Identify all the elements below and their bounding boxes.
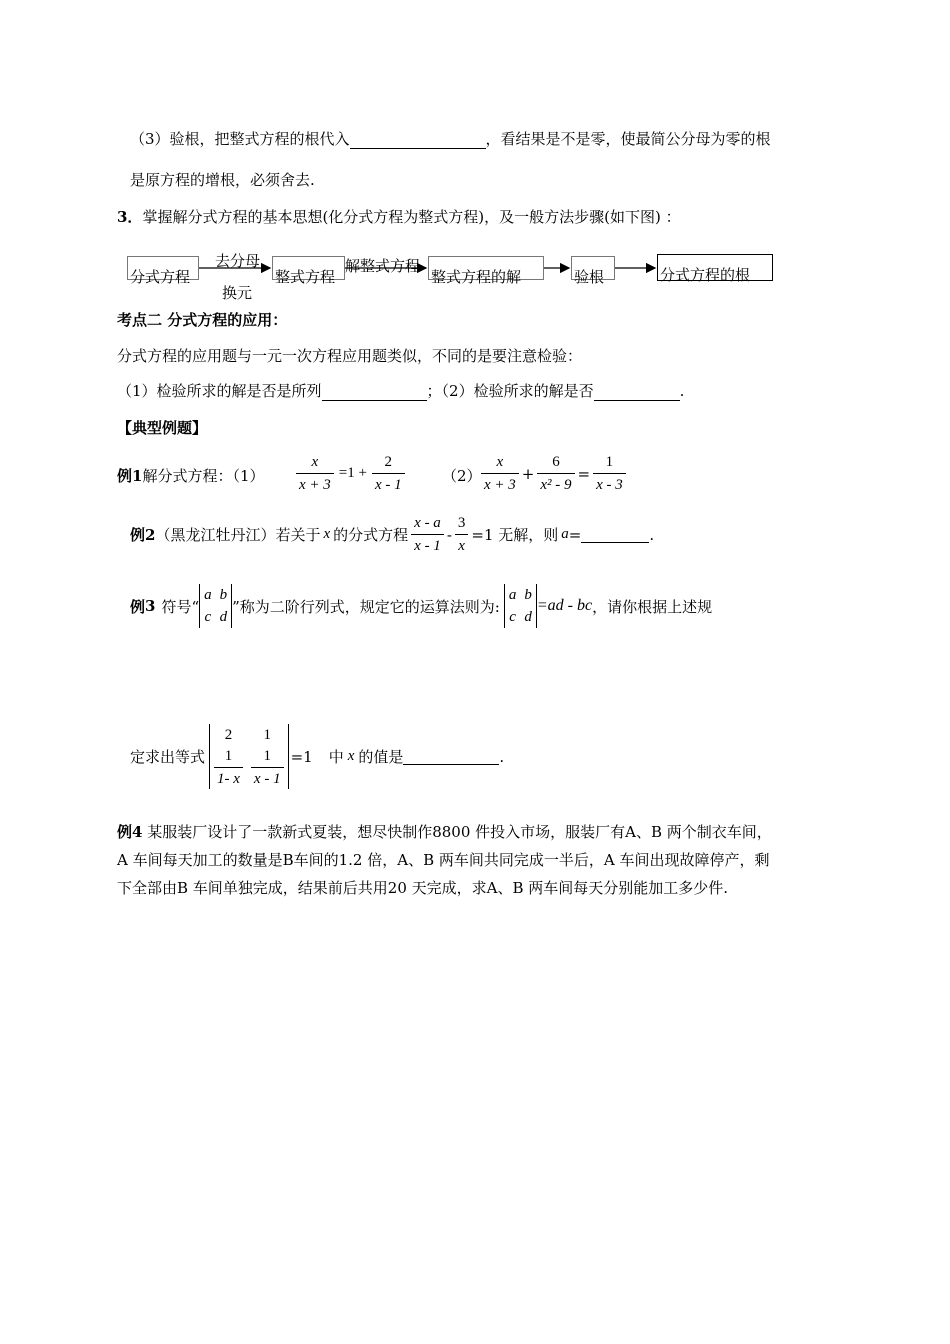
example-4-line3: 下全部由B 车间单独完成，结果前后共用20 天完成，求A、B 两车间每天分别能加工多少件. [117, 879, 729, 897]
fraction: $\frac{x - a}{x - 1}$ [411, 513, 444, 556]
determinant-equation: 2 1 $\frac{1}{1- x}$ $\frac{1}{x - 1}$ [209, 724, 289, 789]
example-2-blank[interactable] [581, 526, 649, 543]
determinant-rule: a b c d [504, 584, 537, 628]
fraction: $\frac{x}{x + 3}$ [296, 452, 334, 495]
check2-text: ；（2）检验所求的解是否 [426, 382, 594, 400]
step3-line2: 是原方程的增根，必须舍去. [130, 171, 315, 189]
example-4-line1: 例4 某服装厂设计了一款新式夏装，想尽快制作8800 件投入市场，服装厂有A、B 两个制衣车间， [117, 823, 772, 841]
flow-box-integral-equation: 整式方程 [272, 256, 345, 280]
flow-label-substitution: 换元 [222, 284, 253, 302]
fraction: $\frac{2}{x - 1}$ [372, 452, 405, 495]
fraction: $\frac{1}{x - 3}$ [593, 452, 626, 495]
flow-box-verify-root: 验根 [571, 256, 615, 280]
example-2: 例 2 （黑龙江牡丹江）若关于 x 的分式方程 $\frac{x - a}{x - 1}$ - $\frac{3}{x}$ =1 无解，则 a = . [130, 515, 655, 554]
flow-label-solve: 解整式方程 [345, 257, 421, 275]
example-1-intro: 例1解分式方程：（1） [117, 467, 265, 485]
example-1-equation-2: $\frac{x}{x + 3}$ + $\frac{6}{\text{x² - 9}}$ = $\frac{1}{x - 3}$ [478, 452, 629, 495]
example-1-part2-label: （2） [442, 467, 482, 485]
example-3-line1: 例 3 符号“ a b c d ”称为二阶行列式，规定它的运算法则为: a b c d =ad - bc ，请你根据上述规 [130, 584, 712, 628]
example-4-line2: A 车间每天加工的数量是B车间的1.2 倍，A、B 两车间共同完成一半后，A 车间出现故障停产，剩 [117, 851, 770, 869]
item3-number: 3． [117, 208, 143, 226]
examples-title: 【典型例题】 [117, 419, 208, 437]
determinant-symbol: a b c d [199, 584, 232, 628]
check1-text: （1）检验所求的解是否是所列 [117, 382, 322, 400]
fraction: $\frac{x}{x + 3}$ [481, 452, 519, 495]
example-3-blank[interactable] [403, 748, 499, 765]
kaodian2-checks: （1）检验所求的解是否是所列 ；（2）检验所求的解是否 . [117, 382, 685, 400]
item3-text: 掌握解分式方程的基本思想(化分式方程为整式方程)，及一般方法步骤(如下图) ： [142, 208, 681, 226]
kaodian2-desc: 分式方程的应用题与一元一次方程应用题类似，不同的是要注意检验： [117, 347, 583, 365]
flow-box-integral-solution: 整式方程的解 [428, 256, 544, 280]
check1-blank[interactable] [322, 384, 427, 401]
step3-text2: ，看结果是不是零，使最简公分母为零的根 [485, 130, 771, 148]
fraction: $\frac{6}{\text{x² - 9}}$ [537, 452, 574, 495]
fraction: $\frac{3}{x}$ [455, 513, 469, 556]
flow-box-fractional-equation: 分式方程 [127, 256, 199, 280]
flow-box-fractional-root: 分式方程的根 [657, 254, 773, 281]
example-3-line2: 定求出等式 2 1 $\frac{1}{1- x}$ $\frac{1}{x - 1}$ =1 中 x 的值是 . [130, 724, 504, 789]
flow-label-clear-denominator: 去分母 [215, 252, 261, 270]
check2-blank[interactable] [594, 384, 680, 401]
section-title-kaodian2: 考点二 分式方程的应用： [117, 311, 288, 329]
step3-text: （3）验根，把整式方程的根代入 [130, 130, 350, 148]
example-1-equation-1: $\frac{x}{x + 3}$ =1 + $\frac{2}{x - 1}$ [293, 452, 408, 495]
